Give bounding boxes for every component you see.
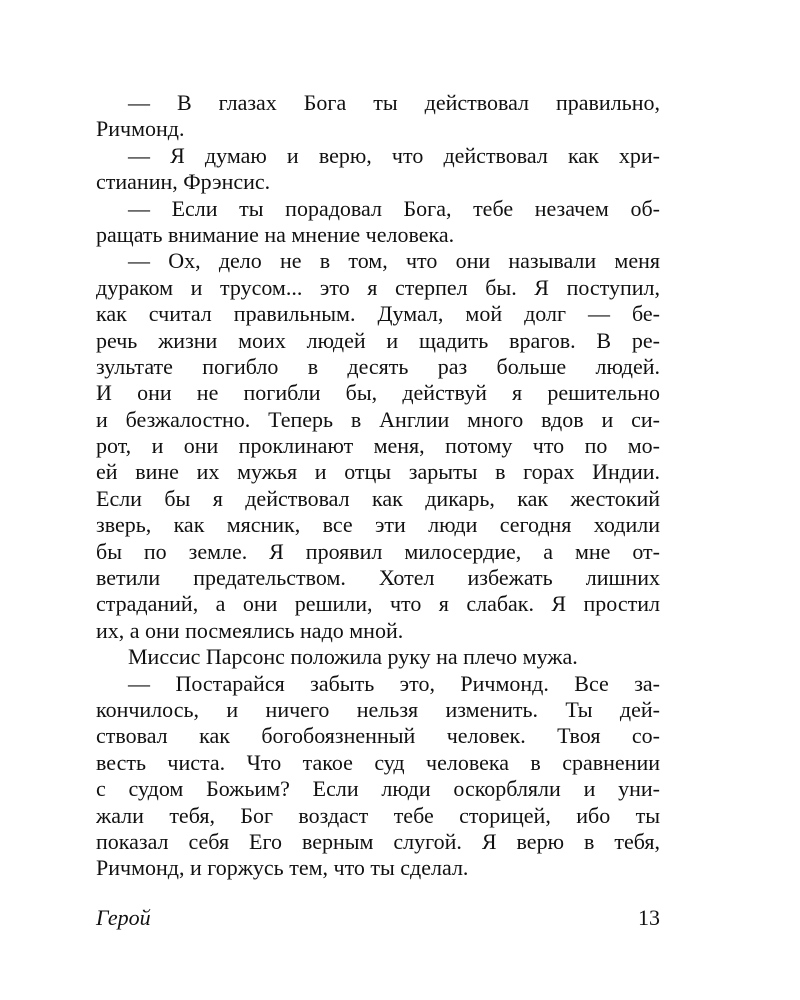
- page-footer: [96, 903, 660, 933]
- text-line: — Постарайся забыть это, Ричмонд. Все за-: [128, 670, 660, 696]
- text-line: — Ох, дело не в том, что они называли меня: [128, 248, 660, 274]
- text-line: — Если ты порадовал Бога, тебе незачем об-: [128, 195, 660, 221]
- text-line: Ричмонд.: [96, 116, 185, 142]
- text-line: дураком и трусом... это я стерпел бы. Я поступил,: [96, 274, 660, 300]
- text-line: кончилось, и ничего нельзя изменить. Ты дей-: [96, 696, 660, 722]
- text-line: ветили предательством. Хотел избежать лишних: [96, 565, 660, 591]
- text-line: Ричмонд, и горжусь тем, что ты сделал.: [96, 855, 469, 881]
- text-line: речь жизни моих людей и щадить врагов. В ре-: [96, 327, 660, 353]
- text-line: ей вине их мужья и отцы зарыты в горах Индии.: [96, 459, 660, 485]
- text-line: весть чиста. Что такое суд человека в сравнении: [96, 749, 660, 775]
- text-line: И они не погибли бы, действуй я решительно: [96, 380, 660, 406]
- text-line: их, а они посмеялись надо мной.: [96, 617, 404, 643]
- text-line: с судом Божьим? Если люди оскорбляли и уни-: [96, 776, 660, 802]
- text-line: как считал правильным. Думал, мой долг — бе-: [96, 301, 660, 327]
- text-line: рот, и они проклинают меня, потому что по мо-: [96, 433, 660, 459]
- text-line: жали тебя, Бог воздаст тебе сторицей, ибо ты: [96, 802, 660, 828]
- page-number: 13: [638, 905, 660, 930]
- book-page-text: [96, 90, 660, 882]
- text-line: страданий, а они решили, что я слабак. Я простил: [96, 591, 660, 617]
- text-line: и безжалостно. Теперь в Англии много вдов и си-: [96, 406, 660, 432]
- running-title: Герой: [96, 905, 151, 930]
- text-line: Если бы я действовал как дикарь, как жестокий: [96, 485, 660, 511]
- text-line: бы по земле. Я проявил милосердие, а мне от-: [96, 538, 660, 564]
- text-line: Миссис Парсонс положила руку на плечо мужа.: [128, 644, 578, 670]
- text-line: — В глазах Бога ты действовал правильно,: [128, 90, 660, 115]
- text-line: — Я думаю и верю, что действовал как хри-: [128, 142, 660, 168]
- text-line: показал себя Его верным слугой. Я верю в тебя,: [96, 828, 660, 854]
- text-line: зверь, как мясник, все эти люди сегодня ходили: [96, 512, 660, 538]
- text-line: ращать внимание на мнение человека.: [96, 221, 455, 247]
- text-line: ствовал как богобоязненный человек. Твоя со-: [96, 723, 660, 749]
- text-line: зультате погибло в десять раз больше людей.: [96, 353, 660, 379]
- text-line: стианин, Фрэнсис.: [96, 169, 271, 195]
